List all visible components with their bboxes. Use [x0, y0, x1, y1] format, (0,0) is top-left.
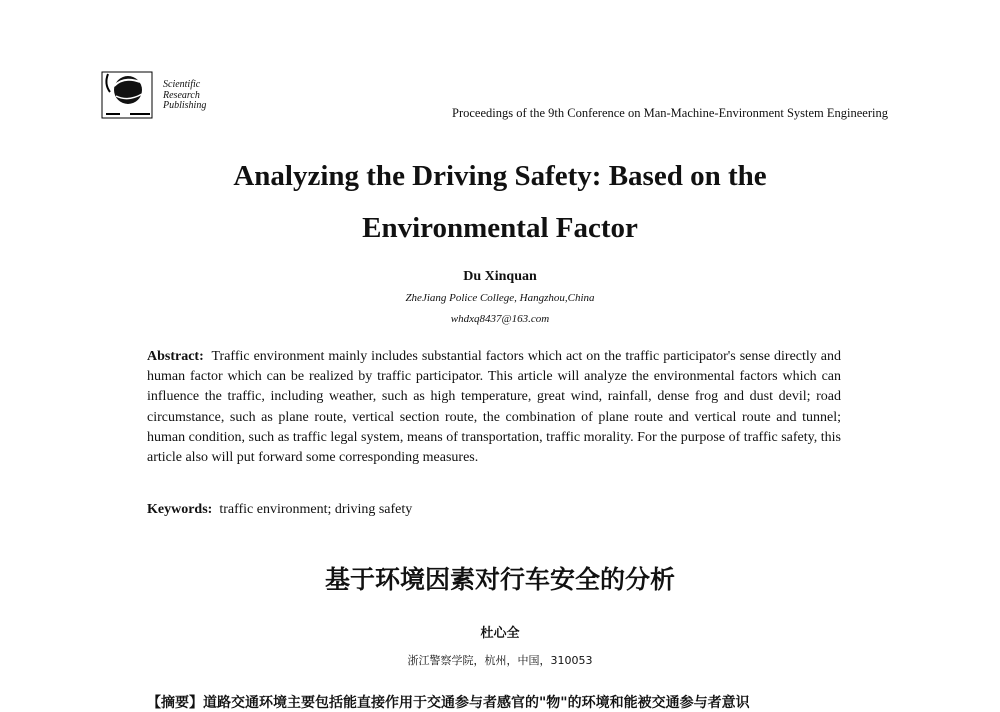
abstract-label: Abstract: [147, 349, 204, 364]
publisher-line-3: Publishing [163, 100, 207, 111]
abstract-text: Traffic environment mainly includes substantial factors which act on the traffic participator's sense directly and human factor which can be realized by traffic participator. This article will analyze the environmental factors which can influence the traffic, including weather, such as high temperature, great wind, rainfall, dense frog and dust devil; road circumstance, such as plane route, vertical section route, the combination of plane route and vertical route and tunnel; human condition, such as traffic legal system, means of transportation, traffic morality. For the purpose of traffic safety, this article also will put forward some corresponding measures. [147, 349, 841, 466]
globe-logo-icon [100, 70, 160, 122]
publisher-logo [100, 70, 230, 122]
title-line-2: Environmental Factor [362, 212, 638, 244]
keywords-label: Keywords: [147, 502, 213, 517]
chinese-affiliation: 浙江警察学院，杭州，中国，310053 [407, 654, 593, 667]
publisher-line-1: Scientific [163, 79, 201, 90]
author-email: whdxq8437@163.com [450, 313, 550, 325]
chinese-abstract: 【摘要】道路交通环境主要包括能直接作用于交通参与者感官的"物"的环境和能被交通参与者意识 [147, 695, 750, 711]
chinese-title: 基于环境因素对行车安全的分析 [324, 565, 675, 594]
title-line-1: Analyzing the Driving Safety: Based on the [233, 160, 767, 192]
paper-title [0, 150, 1000, 254]
abstract [147, 347, 841, 468]
author-affiliation: ZheJiang Police College, Hangzhou,China [405, 292, 595, 304]
keywords [147, 502, 841, 518]
chinese-author: 杜心全 [480, 626, 520, 641]
author-name: Du Xinquan [463, 269, 537, 284]
publisher-line-2: Research [163, 89, 200, 101]
proceedings-header: Proceedings of the 9th Conference on Man-Machine-Environment System Engineering [452, 106, 888, 120]
keywords-text: traffic environment; driving safety [219, 502, 413, 517]
publisher-name [163, 80, 206, 112]
